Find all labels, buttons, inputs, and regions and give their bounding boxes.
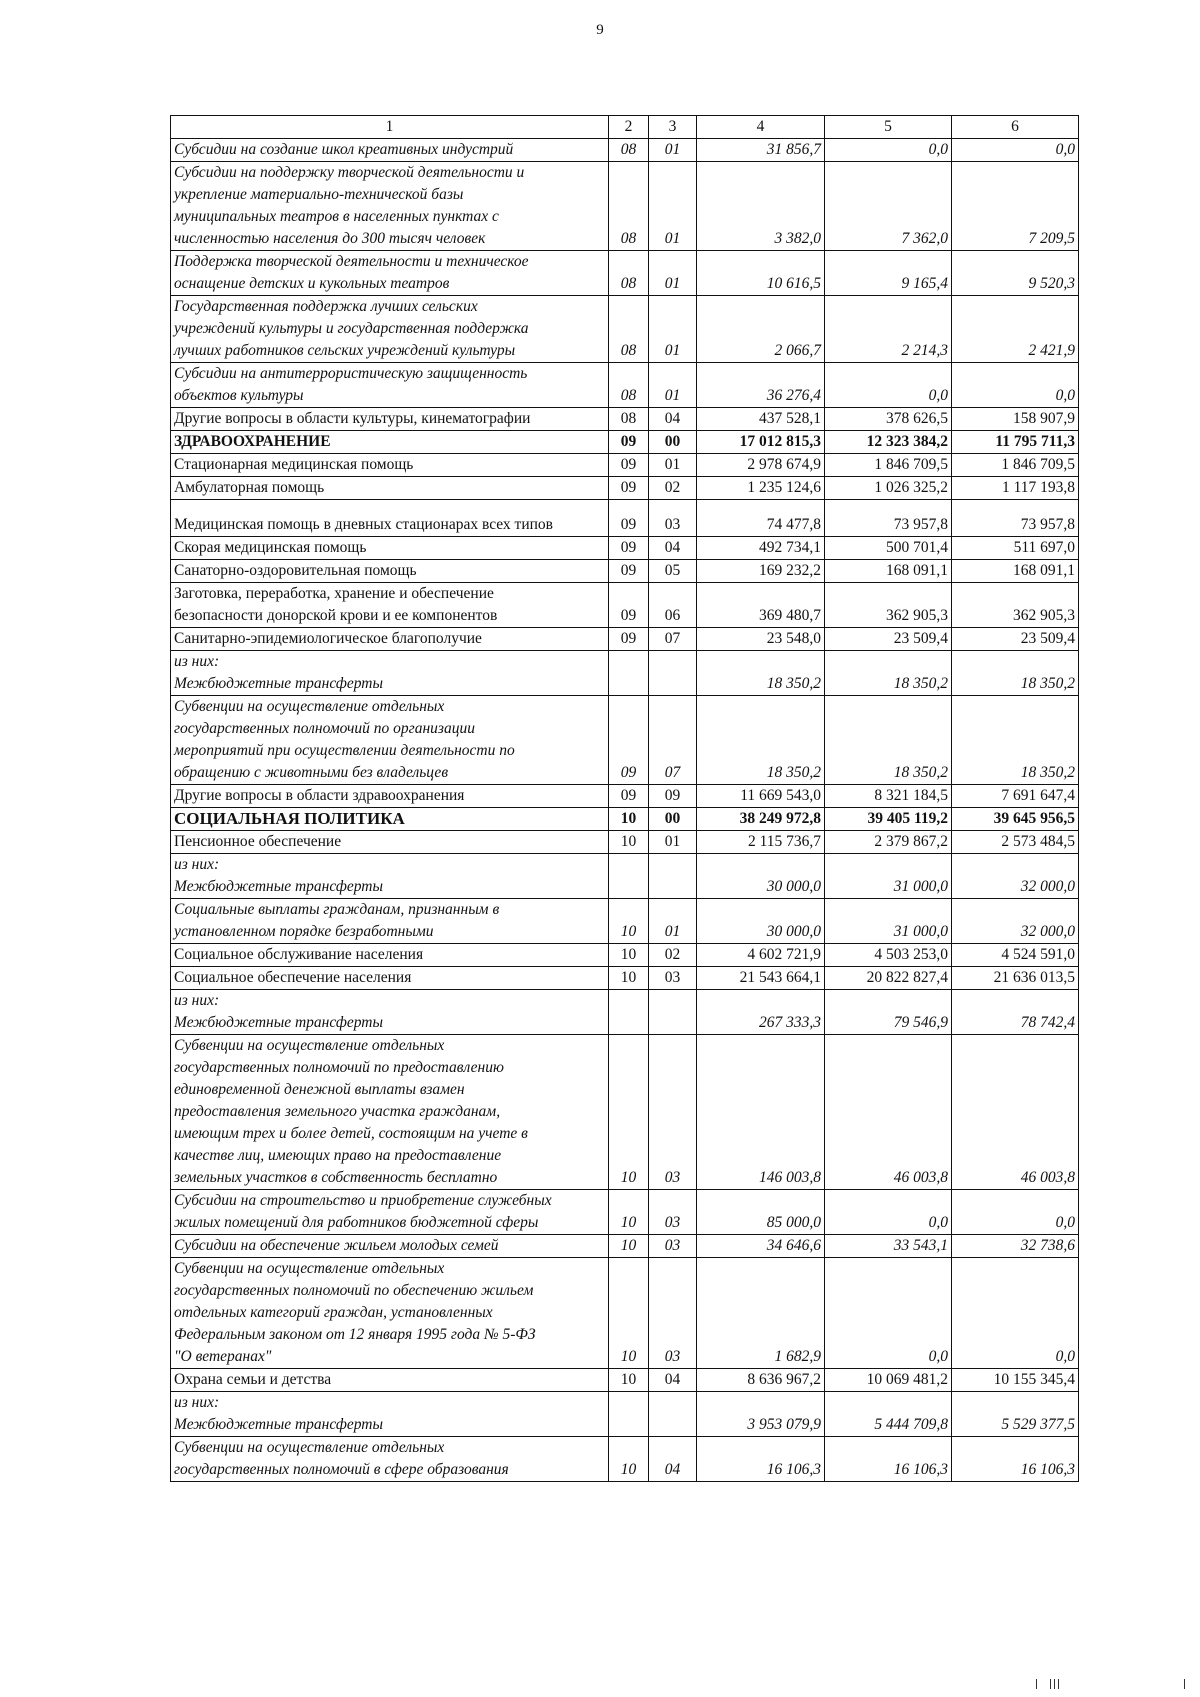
row-name-line: укрепление материально-технической базы [174,186,464,203]
amount-col4-cell: 30 000,0 [697,854,825,899]
amount-col5-cell: 20 822 827,4 [825,967,952,990]
row-name-cell [171,1392,609,1437]
row-name-line: численностью населения до 300 тысяч человек [174,230,486,247]
amount-col5-cell: 9 165,4 [825,251,952,296]
subsection-code-cell: 01 [649,251,697,296]
subsection-code-cell: 03 [649,1190,697,1235]
section-code-cell: 09 [609,696,649,785]
section-code-cell: 09 [609,628,649,651]
amount-col5-cell: 33 543,1 [825,1235,952,1258]
amount-col5-cell: 8 321 184,5 [825,785,952,808]
amount-col6-cell: 18 350,2 [952,696,1079,785]
table-row [171,1035,1079,1190]
amount-col6-cell: 73 957,8 [952,500,1079,537]
amount-col6-cell: 0,0 [952,363,1079,408]
subsection-code-cell: 01 [649,363,697,408]
amount-col6-cell: 362 905,3 [952,583,1079,628]
column-header-4: 4 [697,116,825,139]
amount-col4-cell: 1 682,9 [697,1258,825,1369]
section-code-cell: 10 [609,1258,649,1369]
amount-col5-cell: 1 846 709,5 [825,454,952,477]
row-name-cell [171,560,609,583]
table-row [171,831,1079,854]
column-header-6: 6 [952,116,1079,139]
amount-col5-cell: 46 003,8 [825,1035,952,1190]
row-name-line: учреждений культуры и государственная поддержка [174,320,529,337]
subsection-code-cell [649,651,697,696]
amount-col6-cell: 7 691 647,4 [952,785,1079,808]
section-code-cell [609,651,649,696]
row-name-line: Социальное обеспечение населения [174,969,412,986]
row-name-line: Субвенции на осуществление отдельных [174,698,445,715]
section-code-cell: 10 [609,808,649,831]
row-name-cell [171,1235,609,1258]
subsection-code-cell: 03 [649,1035,697,1190]
table-row [171,990,1079,1035]
row-name-line: жилых помещений для работников бюджетной сферы [174,1214,539,1231]
row-name-line: Охрана семьи и детства [174,1371,332,1388]
amount-col4-cell: 1 235 124,6 [697,477,825,500]
row-name-line: Субвенции на осуществление отдельных [174,1439,445,1456]
amount-col5-cell: 18 350,2 [825,696,952,785]
row-name-cell [171,162,609,251]
amount-col5-cell: 1 026 325,2 [825,477,952,500]
row-name-line: муниципальных театров в населенных пунктах с [174,208,499,225]
amount-col4-cell: 31 856,7 [697,139,825,162]
row-name-line: обращению с животными без владельцев [174,764,449,781]
amount-col6-cell: 23 509,4 [952,628,1079,651]
row-name-line: из них: [174,992,220,1009]
row-name-line: из них: [174,856,220,873]
amount-col5-cell: 500 701,4 [825,537,952,560]
amount-col4-cell: 437 528,1 [697,408,825,431]
amount-col5-cell: 362 905,3 [825,583,952,628]
amount-col5-cell: 5 444 709,8 [825,1392,952,1437]
table-row [171,696,1079,785]
amount-col4-cell: 3 953 079,9 [697,1392,825,1437]
amount-col4-cell: 4 602 721,9 [697,944,825,967]
amount-col4-cell: 267 333,3 [697,990,825,1035]
row-name-cell [171,899,609,944]
amount-col4-cell: 36 276,4 [697,363,825,408]
amount-col4-cell: 169 232,2 [697,560,825,583]
section-code-cell: 09 [609,454,649,477]
row-name-line: качестве лиц, имеющих право на предоставление [174,1147,502,1164]
amount-col4-cell: 23 548,0 [697,628,825,651]
column-number-row [171,116,1079,139]
row-name-line: предоставления земельного участка гражданам, [174,1103,501,1120]
row-name-line: государственных полномочий по обеспечению жильем [174,1282,534,1299]
subsection-code-cell: 02 [649,477,697,500]
table-row [171,560,1079,583]
row-name-line: Государственная поддержка лучших сельских [174,298,478,315]
amount-col6-cell: 39 645 956,5 [952,808,1079,831]
subsection-code-cell [649,1392,697,1437]
row-name-cell [171,831,609,854]
row-name-line: имеющим трех и более детей, состоящим на учете в [174,1125,528,1142]
table-row [171,477,1079,500]
row-name-cell [171,139,609,162]
table-row [171,1235,1079,1258]
subsection-code-cell: 04 [649,1437,697,1482]
amount-col4-cell: 146 003,8 [697,1035,825,1190]
amount-col4-cell: 74 477,8 [697,500,825,537]
subsection-code-cell: 09 [649,785,697,808]
section-code-cell: 09 [609,560,649,583]
row-name-line: Социальное обслуживание населения [174,946,424,963]
row-name-line: безопасности донорской крови и ее компонентов [174,607,498,624]
section-code-cell: 09 [609,431,649,454]
amount-col6-cell: 1 117 193,8 [952,477,1079,500]
amount-col5-cell: 31 000,0 [825,899,952,944]
subsection-code-cell [649,990,697,1035]
amount-col5-cell: 4 503 253,0 [825,944,952,967]
row-name-line: государственных полномочий по предоставлению [174,1059,504,1076]
table-row [171,1437,1079,1482]
amount-col6-cell: 32 738,6 [952,1235,1079,1258]
amount-col4-cell: 18 350,2 [697,651,825,696]
table-row [171,1369,1079,1392]
amount-col6-cell: 0,0 [952,139,1079,162]
row-name-line: Стационарная медицинская помощь [174,456,414,473]
row-name-line: единовременной денежной выплаты взамен [174,1081,465,1098]
subsection-code-cell: 07 [649,696,697,785]
row-name-cell [171,854,609,899]
row-name-cell [171,251,609,296]
row-name-line: Субсидии на строительство и приобретение служебных [174,1192,552,1209]
amount-col5-cell: 378 626,5 [825,408,952,431]
row-name-line: земельных участков в собственность бесплатно [174,1169,498,1186]
row-name-line: Другие вопросы в области культуры, кинематографии [174,410,531,427]
row-name-line: Субсидии на создание школ креативных индустрий [174,141,514,158]
amount-col5-cell: 16 106,3 [825,1437,952,1482]
row-name-line: Другие вопросы в области здравоохранения [174,787,465,804]
amount-col6-cell: 2 573 484,5 [952,831,1079,854]
subsection-code-cell: 04 [649,537,697,560]
subsection-code-cell: 04 [649,408,697,431]
table-row [171,363,1079,408]
section-code-cell: 09 [609,583,649,628]
section-code-cell: 10 [609,1035,649,1190]
row-name-cell [171,990,609,1035]
amount-col6-cell: 1 846 709,5 [952,454,1079,477]
table-row [171,967,1079,990]
amount-col5-cell: 73 957,8 [825,500,952,537]
table-row [171,454,1079,477]
row-name-cell [171,696,609,785]
amount-col4-cell: 16 106,3 [697,1437,825,1482]
subsection-code-cell: 00 [649,808,697,831]
section-code-cell: 08 [609,408,649,431]
row-name-line: Социальные выплаты гражданам, признанным в [174,901,500,918]
amount-col4-cell: 30 000,0 [697,899,825,944]
column-header-1: 1 [171,116,609,139]
row-name-line: мероприятий при осуществлении деятельности по [174,742,515,759]
subsection-code-cell: 03 [649,500,697,537]
subsection-code-cell: 01 [649,454,697,477]
amount-col5-cell: 7 362,0 [825,162,952,251]
subsection-code-cell: 05 [649,560,697,583]
section-code-cell: 09 [609,500,649,537]
row-name-line: Пенсионное обеспечение [174,833,342,850]
row-name-cell [171,651,609,696]
subsection-code-cell: 03 [649,1258,697,1369]
amount-col6-cell: 4 524 591,0 [952,944,1079,967]
amount-col6-cell: 21 636 013,5 [952,967,1079,990]
amount-col6-cell: 11 795 711,3 [952,431,1079,454]
row-name-cell [171,628,609,651]
amount-col4-cell: 34 646,6 [697,1235,825,1258]
row-name-cell [171,1258,609,1369]
page-number: 9 [596,22,604,38]
subsection-code-cell: 06 [649,583,697,628]
row-name-line: "О ветеранах" [174,1348,272,1365]
section-code-cell: 08 [609,363,649,408]
amount-col4-cell: 369 480,7 [697,583,825,628]
row-name-cell [171,944,609,967]
amount-col4-cell: 21 543 664,1 [697,967,825,990]
amount-col5-cell: 2 214,3 [825,296,952,363]
row-name-line: Медицинская помощь в дневных стационарах всех типов [174,516,553,533]
table-row [171,1190,1079,1235]
row-name-cell [171,296,609,363]
amount-col6-cell: 32 000,0 [952,899,1079,944]
subsection-code-cell: 01 [649,296,697,363]
column-header-2: 2 [609,116,649,139]
amount-col5-cell: 39 405 119,2 [825,808,952,831]
section-code-cell: 10 [609,1437,649,1482]
row-name-line: Межбюджетные трансферты [174,878,383,895]
row-name-line: Субвенции на осуществление отдельных [174,1037,445,1054]
row-name-cell [171,967,609,990]
amount-col6-cell: 18 350,2 [952,651,1079,696]
row-name-line: ЗДРАВООХРАНЕНИЕ [174,433,331,450]
subsection-code-cell: 01 [649,162,697,251]
row-name-cell [171,454,609,477]
table-row [171,162,1079,251]
table-row [171,944,1079,967]
section-code-cell: 08 [609,139,649,162]
subsection-code-cell: 03 [649,1235,697,1258]
row-name-line: установленном порядке безработными [174,923,434,940]
table-row [171,296,1079,363]
row-name-line: из них: [174,1394,220,1411]
scan-edge-marks [1036,1677,1186,1689]
table-row [171,251,1079,296]
amount-col4-cell: 2 978 674,9 [697,454,825,477]
row-name-cell [171,431,609,454]
amount-col4-cell: 3 382,0 [697,162,825,251]
amount-col6-cell: 158 907,9 [952,408,1079,431]
section-code-cell: 09 [609,477,649,500]
row-name-cell [171,1035,609,1190]
amount-col5-cell: 0,0 [825,1258,952,1369]
subsection-code-cell: 07 [649,628,697,651]
amount-col5-cell: 168 091,1 [825,560,952,583]
section-code-cell [609,990,649,1035]
amount-col4-cell: 8 636 967,2 [697,1369,825,1392]
section-code-cell: 10 [609,1235,649,1258]
row-name-line: Межбюджетные трансферты [174,1014,383,1031]
table-row [171,854,1079,899]
amount-col6-cell: 5 529 377,5 [952,1392,1079,1437]
amount-col5-cell: 12 323 384,2 [825,431,952,454]
section-code-cell: 08 [609,162,649,251]
table-row [171,628,1079,651]
row-name-line: Амбулаторная помощь [174,479,325,496]
amount-col6-cell: 9 520,3 [952,251,1079,296]
row-name-cell [171,1190,609,1235]
subsection-code-cell [649,854,697,899]
amount-col6-cell: 10 155 345,4 [952,1369,1079,1392]
row-name-line: Санитарно-эпидемиологическое благополучие [174,630,482,647]
row-name-cell [171,537,609,560]
table-row [171,785,1079,808]
amount-col4-cell: 17 012 815,3 [697,431,825,454]
subsection-code-cell: 00 [649,431,697,454]
amount-col5-cell: 2 379 867,2 [825,831,952,854]
table-row [171,1392,1079,1437]
budget-table [170,115,1079,1482]
subsection-code-cell: 01 [649,899,697,944]
amount-col6-cell: 0,0 [952,1190,1079,1235]
table-row [171,500,1079,537]
amount-col6-cell: 7 209,5 [952,162,1079,251]
row-name-cell [171,408,609,431]
row-name-line: СОЦИАЛЬНАЯ ПОЛИТИКА [174,809,405,828]
amount-col4-cell: 38 249 972,8 [697,808,825,831]
amount-col5-cell: 0,0 [825,1190,952,1235]
subsection-code-cell: 03 [649,967,697,990]
amount-col6-cell: 32 000,0 [952,854,1079,899]
section-code-cell: 08 [609,296,649,363]
section-code-cell: 08 [609,251,649,296]
row-name-line: объектов культуры [174,387,304,404]
amount-col5-cell: 79 546,9 [825,990,952,1035]
row-name-line: Скорая медицинская помощь [174,539,367,556]
amount-col4-cell: 18 350,2 [697,696,825,785]
amount-col6-cell: 46 003,8 [952,1035,1079,1190]
row-name-line: государственных полномочий в сфере образования [174,1461,509,1478]
amount-col5-cell: 0,0 [825,139,952,162]
amount-col6-cell: 2 421,9 [952,296,1079,363]
row-name-cell [171,583,609,628]
amount-col5-cell: 23 509,4 [825,628,952,651]
row-name-cell [171,1437,609,1482]
amount-col5-cell: 10 069 481,2 [825,1369,952,1392]
row-name-cell [171,1369,609,1392]
row-name-line: оснащение детских и кукольных театров [174,275,450,292]
amount-col5-cell: 31 000,0 [825,854,952,899]
row-name-cell [171,363,609,408]
section-code-cell: 10 [609,899,649,944]
row-name-line: из них: [174,653,220,670]
table-row [171,899,1079,944]
row-name-line: лучших работников сельских учреждений культуры [174,342,516,359]
section-code-cell: 10 [609,831,649,854]
section-code-cell [609,1392,649,1437]
row-name-cell [171,477,609,500]
column-header-5: 5 [825,116,952,139]
section-code-cell [609,854,649,899]
table-row [171,537,1079,560]
amount-col6-cell: 0,0 [952,1258,1079,1369]
column-header-3: 3 [649,116,697,139]
amount-col6-cell: 511 697,0 [952,537,1079,560]
row-name-line: Субвенции на осуществление отдельных [174,1260,445,1277]
row-name-line: Федеральным законом от 12 января 1995 года № 5-ФЗ [174,1326,536,1343]
amount-col4-cell: 10 616,5 [697,251,825,296]
row-name-line: государственных полномочий по организации [174,720,475,737]
row-name-line: Поддержка творческой деятельности и техническое [174,253,529,270]
amount-col4-cell: 2 066,7 [697,296,825,363]
amount-col6-cell: 16 106,3 [952,1437,1079,1482]
amount-col4-cell: 492 734,1 [697,537,825,560]
section-code-cell: 10 [609,1369,649,1392]
table-row [171,1258,1079,1369]
amount-col4-cell: 85 000,0 [697,1190,825,1235]
row-name-line: Межбюджетные трансферты [174,1416,383,1433]
row-name-cell [171,500,609,537]
table-row [171,808,1079,831]
section-code-cell: 09 [609,785,649,808]
table-row [171,431,1079,454]
table-row [171,651,1079,696]
amount-col4-cell: 11 669 543,0 [697,785,825,808]
section-code-cell: 10 [609,967,649,990]
row-name-line: отдельных категорий граждан, установленных [174,1304,493,1321]
row-name-line: Межбюджетные трансферты [174,675,383,692]
row-name-line: Санаторно-оздоровительная помощь [174,562,417,579]
section-code-cell: 10 [609,1190,649,1235]
subsection-code-cell: 02 [649,944,697,967]
row-name-cell [171,808,609,831]
amount-col5-cell: 0,0 [825,363,952,408]
table-row [171,139,1079,162]
subsection-code-cell: 04 [649,1369,697,1392]
row-name-line: Субсидии на обеспечение жильем молодых семей [174,1237,499,1254]
subsection-code-cell: 01 [649,139,697,162]
amount-col6-cell: 78 742,4 [952,990,1079,1035]
amount-col6-cell: 168 091,1 [952,560,1079,583]
section-code-cell: 09 [609,537,649,560]
section-code-cell: 10 [609,944,649,967]
amount-col5-cell: 18 350,2 [825,651,952,696]
row-name-line: Субсидии на антитеррористическую защищенность [174,365,528,382]
amount-col4-cell: 2 115 736,7 [697,831,825,854]
subsection-code-cell: 01 [649,831,697,854]
row-name-line: Субсидии на поддержку творческой деятельности и [174,164,525,181]
row-name-cell [171,785,609,808]
budget-table-body [171,116,1079,1482]
table-row [171,583,1079,628]
row-name-line: Заготовка, переработка, хранение и обеспечение [174,585,494,602]
table-row [171,408,1079,431]
